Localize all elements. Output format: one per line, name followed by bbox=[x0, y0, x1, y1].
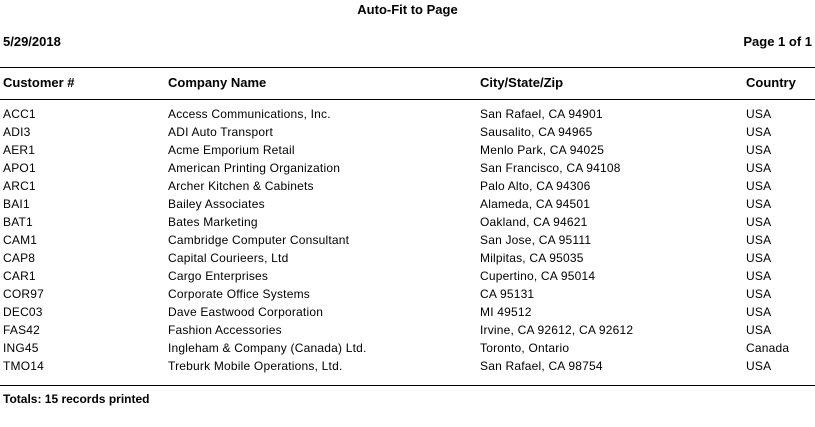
cell-customer: BAT1 bbox=[3, 215, 33, 229]
cell-city: Sausalito, CA 94965 bbox=[480, 125, 593, 139]
cell-country: USA bbox=[746, 251, 772, 265]
cell-customer: COR97 bbox=[3, 287, 45, 301]
cell-company: Treburk Mobile Operations, Ltd. bbox=[168, 359, 343, 373]
report-date: 5/29/2018 bbox=[3, 34, 61, 49]
table-row bbox=[0, 215, 815, 233]
cell-country: USA bbox=[746, 197, 772, 211]
table-row bbox=[0, 359, 815, 377]
cell-customer: ARC1 bbox=[3, 179, 36, 193]
cell-country: Canada bbox=[746, 341, 790, 355]
table-row bbox=[0, 179, 815, 197]
cell-company: Corporate Office Systems bbox=[168, 287, 310, 301]
cell-city: San Rafael, CA 94901 bbox=[480, 107, 603, 121]
cell-country: USA bbox=[746, 287, 772, 301]
report-title: Auto-Fit to Page bbox=[357, 2, 458, 17]
footer-divider bbox=[0, 385, 815, 386]
cell-country: USA bbox=[746, 269, 772, 283]
cell-city: San Francisco, CA 94108 bbox=[480, 161, 621, 175]
cell-company: Cargo Enterprises bbox=[168, 269, 269, 283]
cell-company: ADI Auto Transport bbox=[168, 125, 273, 139]
cell-customer: TMO14 bbox=[3, 359, 45, 373]
cell-country: USA bbox=[746, 161, 772, 175]
table-row bbox=[0, 143, 815, 161]
cell-country: USA bbox=[746, 143, 772, 157]
page-number: Page 1 of 1 bbox=[743, 34, 812, 49]
cell-company: Cambridge Computer Consultant bbox=[168, 233, 350, 247]
cell-company: Capital Courieers, Ltd bbox=[168, 251, 289, 265]
report-table-body bbox=[0, 107, 815, 377]
cell-country: USA bbox=[746, 323, 772, 337]
cell-city: Menlo Park, CA 94025 bbox=[480, 143, 605, 157]
cell-city: Palo Alto, CA 94306 bbox=[480, 179, 591, 193]
column-header-customer: Customer # bbox=[3, 75, 75, 90]
cell-customer: FAS42 bbox=[3, 323, 41, 337]
table-row bbox=[0, 323, 815, 341]
table-row bbox=[0, 287, 815, 305]
cell-customer: ADI3 bbox=[3, 125, 31, 139]
cell-country: USA bbox=[746, 215, 772, 229]
cell-company: Bates Marketing bbox=[168, 215, 258, 229]
cell-country: USA bbox=[746, 125, 772, 139]
cell-customer: ACC1 bbox=[3, 107, 36, 121]
cell-customer: CAM1 bbox=[3, 233, 38, 247]
header-bottom-divider bbox=[0, 99, 815, 100]
table-row bbox=[0, 251, 815, 269]
cell-customer: APO1 bbox=[3, 161, 36, 175]
cell-company: American Printing Organization bbox=[168, 161, 341, 175]
cell-customer: BAI1 bbox=[3, 197, 30, 211]
cell-company: Bailey Associates bbox=[168, 197, 265, 211]
table-row bbox=[0, 233, 815, 251]
cell-city: Toronto, Ontario bbox=[480, 341, 570, 355]
cell-company: Dave Eastwood Corporation bbox=[168, 305, 324, 319]
cell-city: Cupertino, CA 95014 bbox=[480, 269, 596, 283]
cell-city: CA 95131 bbox=[480, 287, 535, 301]
table-row bbox=[0, 341, 815, 359]
cell-company: Archer Kitchen & Cabinets bbox=[168, 179, 314, 193]
cell-company: Acme Emporium Retail bbox=[168, 143, 295, 157]
cell-company: Fashion Accessories bbox=[168, 323, 282, 337]
column-header-city: City/State/Zip bbox=[480, 75, 564, 90]
totals-summary: Totals: 15 records printed bbox=[3, 392, 150, 406]
column-header-country: Country bbox=[746, 75, 796, 90]
cell-city: MI 49512 bbox=[480, 305, 532, 319]
cell-country: USA bbox=[746, 359, 772, 373]
cell-country: USA bbox=[746, 179, 772, 193]
header-top-divider bbox=[0, 67, 815, 68]
cell-city: Irvine, CA 92612, CA 92612 bbox=[480, 323, 634, 337]
cell-city: San Jose, CA 95111 bbox=[480, 233, 592, 247]
cell-customer: DEC03 bbox=[3, 305, 43, 319]
table-row bbox=[0, 125, 815, 143]
cell-city: Alameda, CA 94501 bbox=[480, 197, 591, 211]
cell-company: Access Communications, Inc. bbox=[168, 107, 331, 121]
cell-customer: CAR1 bbox=[3, 269, 36, 283]
cell-country: USA bbox=[746, 305, 772, 319]
cell-city: Milpitas, CA 95035 bbox=[480, 251, 584, 265]
cell-city: Oakland, CA 94621 bbox=[480, 215, 588, 229]
cell-city: San Rafael, CA 98754 bbox=[480, 359, 603, 373]
table-row bbox=[0, 161, 815, 179]
table-row bbox=[0, 269, 815, 287]
cell-country: USA bbox=[746, 107, 772, 121]
cell-company: Ingleham & Company (Canada) Ltd. bbox=[168, 341, 367, 355]
table-row bbox=[0, 107, 815, 125]
table-row bbox=[0, 305, 815, 323]
cell-customer: CAP8 bbox=[3, 251, 36, 265]
column-header-company: Company Name bbox=[168, 75, 267, 90]
cell-country: USA bbox=[746, 233, 772, 247]
table-row bbox=[0, 197, 815, 215]
cell-customer: AER1 bbox=[3, 143, 36, 157]
cell-customer: ING45 bbox=[3, 341, 39, 355]
